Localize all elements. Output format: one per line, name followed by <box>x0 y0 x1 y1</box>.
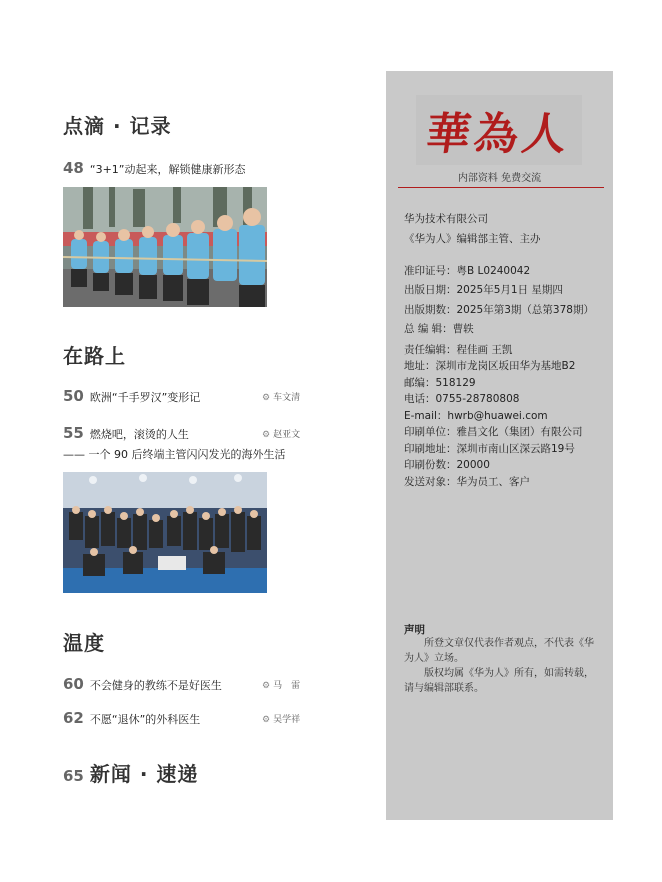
masthead-sidebar <box>386 71 613 820</box>
huaweiren-logo: 華為人 <box>416 95 582 165</box>
printer: 印刷单位：雅昌文化（集团）有限公司 <box>404 426 583 438</box>
section-title-on-the-road: 在路上 <box>63 344 126 368</box>
publish-date: 出版日期：2025年5月1日 星期四 <box>404 284 563 296</box>
toc-entry-62[interactable] <box>63 709 200 727</box>
issue-number: 出版期数：2025年第3期（总第378期） <box>404 304 594 316</box>
team-group-photo <box>63 472 267 593</box>
toc-entry-60[interactable] <box>63 675 222 693</box>
divider-line <box>398 187 604 188</box>
toc-entry-50[interactable] <box>63 387 200 405</box>
author-byline: ⚙ 车文清 <box>262 393 301 403</box>
address: 地址：深圳市龙岗区坂田华为基地B2 <box>404 360 576 372</box>
gear-icon: ⚙ <box>262 715 271 725</box>
tug-of-war-photo <box>63 187 267 307</box>
article-title: 不愿“退休”的外科医生 <box>89 713 201 726</box>
section-title-warmth: 温度 <box>63 631 105 655</box>
section-title-news: 新闻 · 速递 <box>89 762 199 786</box>
email: E-mail：hwrb@huawei.com <box>404 410 548 422</box>
postcode: 邮编：518129 <box>404 377 476 389</box>
author-byline: ⚙ 赵亚文 <box>262 430 301 440</box>
article-title: 燃烧吧，滚烫的人生 <box>89 428 189 441</box>
page-number: 62 <box>63 709 84 727</box>
toc-entry-55[interactable] <box>63 424 189 442</box>
author-byline: ⚙ 马 雷 <box>262 681 301 691</box>
print-count: 印刷份数：20000 <box>404 459 490 471</box>
page-number: 50 <box>63 387 84 405</box>
article-title: 不会健身的教练不是好医生 <box>89 679 222 692</box>
tagline: 内部资料 免费交流 <box>457 173 542 184</box>
author-byline: ⚙ 吴学祥 <box>262 715 301 725</box>
editor-dept: 《华为人》编辑部主管、主办 <box>404 233 541 245</box>
page-number: 48 <box>63 159 84 177</box>
gear-icon: ⚙ <box>262 430 271 440</box>
section-title-records: 点滴 · 记录 <box>63 114 172 138</box>
article-title: “3+1”动起来，解锁健康新形态 <box>89 163 246 176</box>
declaration-paragraph-1: 所登文章仅代表作者观点，不代表《华为人》立场。 <box>404 638 594 664</box>
recipients: 发送对象：华为员工、客户 <box>404 476 530 488</box>
toc-entry-65[interactable] <box>63 758 198 787</box>
page-number: 65 <box>63 767 84 785</box>
company-name: 华为技术有限公司 <box>404 213 488 225</box>
article-title: 欧洲“千手罗汉”变形记 <box>89 391 201 404</box>
phone: 电话：0755-28780808 <box>404 393 520 405</box>
responsible-editors: 责任编辑：程佳画 王凯 <box>404 344 513 356</box>
gear-icon: ⚙ <box>262 681 271 691</box>
toc-entry-48[interactable] <box>63 159 246 177</box>
article-subtitle: —— 一个 90 后终端主管闪闪发光的海外生活 <box>63 448 286 461</box>
declaration-paragraph-2: 版权均属《华为人》所有，如需转载，请与编辑部联系。 <box>404 668 594 694</box>
page-number: 55 <box>63 424 84 442</box>
declaration-title: 声明 <box>404 624 425 636</box>
permit-number: 准印证号：粤B L0240042 <box>404 265 531 277</box>
chief-editor: 总 编 辑：曹轶 <box>404 323 474 335</box>
print-address: 印刷地址：深圳市南山区深云路19号 <box>404 443 575 455</box>
page-number: 60 <box>63 675 84 693</box>
gear-icon: ⚙ <box>262 393 271 403</box>
